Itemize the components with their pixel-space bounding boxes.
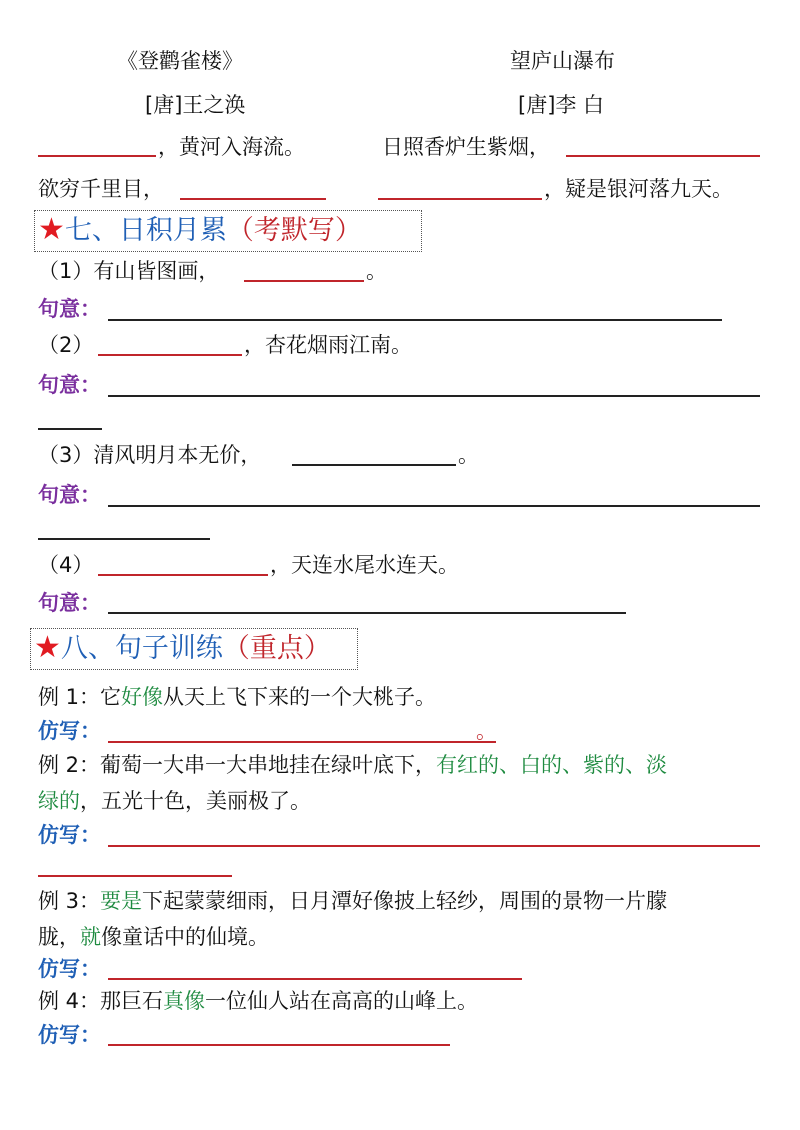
answer-period: 。 (476, 719, 497, 743)
example-text: 那巨石 (100, 989, 164, 1013)
blank-line[interactable] (566, 155, 760, 157)
keyword: 绿的 (38, 789, 80, 813)
keyword: 好像 (121, 685, 164, 709)
star-icon: ★ (34, 630, 61, 665)
answer-line[interactable] (108, 395, 760, 397)
imitate-label: 仿写： (38, 823, 101, 847)
meaning-label: 句意： (38, 483, 101, 507)
item-number: （2） (38, 333, 94, 357)
meaning-label: 句意： (38, 591, 101, 615)
section7-title: 七、日积月累 (64, 215, 227, 246)
answer-line[interactable] (108, 319, 722, 321)
example-label: 例 2： (38, 753, 101, 777)
example-3 (38, 888, 667, 914)
poem-line: ，黄河入海流。 (158, 135, 305, 159)
example-1 (38, 684, 436, 710)
meaning-label: 句意： (38, 297, 101, 321)
example-3-cont (38, 924, 269, 950)
example-text: 它 (100, 685, 122, 709)
example-label: 例 4： (38, 989, 101, 1013)
item-text: 清风明月本无价， (93, 443, 262, 467)
answer-line[interactable] (38, 428, 102, 430)
poem-title-left: 《登鹳雀楼》 (117, 49, 243, 73)
answer-line[interactable] (108, 1044, 450, 1046)
section7-subtitle: 考默写 (253, 215, 335, 246)
answer-line[interactable] (38, 538, 210, 540)
item-number: （3） (38, 443, 94, 467)
item-text: ，天连水尾水连天。 (270, 553, 459, 577)
item-number: （4） (38, 553, 94, 577)
example-text: 从天上飞下来的一个大桃子。 (163, 685, 437, 709)
section8-heading (34, 630, 331, 668)
blank-line[interactable] (292, 464, 456, 466)
poem-line: 欲穷千里目， (38, 177, 164, 201)
section8-title: 八、句子训练 (60, 633, 223, 664)
section7-paren-open: （ (226, 215, 254, 246)
imitate-label: 仿写： (38, 957, 101, 981)
section7-heading (38, 212, 362, 250)
example-text: 胧， (38, 925, 80, 949)
item-end: 。 (366, 259, 387, 283)
poem-title-right: 望庐山瀑布 (510, 49, 615, 73)
blank-line[interactable] (98, 354, 242, 356)
keyword: 要是 (100, 889, 143, 913)
keyword: 就 (80, 925, 101, 949)
example-text: 像童话中的仙境。 (101, 925, 269, 949)
answer-line[interactable] (38, 875, 232, 877)
item-number: （1） (38, 259, 94, 283)
example-text: 葡萄一大串一大串地挂在绿叶底下， (100, 753, 437, 777)
answer-line[interactable] (108, 612, 626, 614)
example-2 (38, 752, 667, 778)
poem-line: ，疑是银河落九天。 (544, 177, 733, 201)
poem-author-left: [唐]王之涣 (145, 93, 246, 117)
blank-line[interactable] (378, 198, 542, 200)
example-4 (38, 988, 478, 1014)
section7-paren-close: ） (334, 215, 362, 246)
answer-line[interactable] (108, 505, 760, 507)
section8-paren-close: ） (303, 633, 331, 664)
answer-line[interactable] (108, 845, 760, 847)
example-text: 下起蒙蒙细雨，日月潭好像披上轻纱，周围的景物一片朦 (142, 889, 668, 913)
item-text: ，杏花烟雨江南。 (244, 333, 412, 357)
blank-line[interactable] (244, 280, 364, 282)
item-3 (38, 442, 261, 468)
blank-line[interactable] (98, 574, 268, 576)
answer-line[interactable] (108, 741, 496, 743)
example-label: 例 1： (38, 685, 101, 709)
blank-line[interactable] (38, 155, 156, 157)
keyword: 真像 (163, 989, 206, 1013)
poem-author-right: [唐]李 白 (518, 93, 605, 117)
item-end: 。 (458, 443, 479, 467)
blank-line[interactable] (180, 198, 326, 200)
section8-subtitle: 重点 (249, 633, 304, 664)
item-1 (38, 258, 219, 284)
item-text: 有山皆图画， (93, 259, 220, 283)
keyword: 有红的、白的、紫的、淡 (436, 753, 668, 777)
example-text: 一位仙人站在高高的山峰上。 (205, 989, 479, 1013)
section8-paren-open: （ (222, 633, 250, 664)
example-label: 例 3： (38, 889, 101, 913)
answer-line[interactable] (108, 978, 522, 980)
imitate-label: 仿写： (38, 719, 101, 743)
meaning-label: 句意： (38, 373, 101, 397)
imitate-label: 仿写： (38, 1023, 101, 1047)
example-2-cont (38, 788, 311, 814)
poem-line: 日照香炉生紫烟， (382, 135, 550, 159)
star-icon: ★ (38, 212, 65, 247)
example-text: ，五光十色，美丽极了。 (80, 789, 311, 813)
